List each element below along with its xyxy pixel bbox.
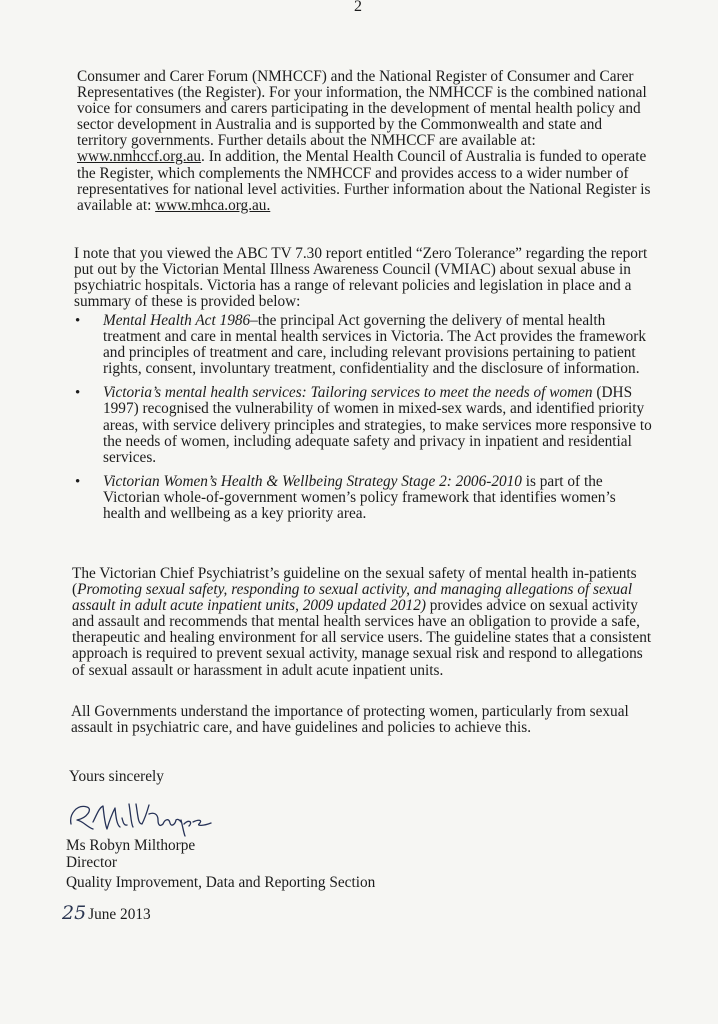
mhca-link[interactable]: www.mhca.org.au. xyxy=(155,196,271,214)
para3-text-a: The Victorian Chief Psychiatrist’s guideline on the sexual safety of mental health in-patients ( xyxy=(72,565,637,599)
page-number: 2 xyxy=(354,0,362,15)
bullet-text: –the principal Act governing the delivery of mental health treatment and care in mental health services in Victoria. The Act provides the framework and principles of treatment and care, including relevant provisions pertaining to patient rights, consent, involuntary treatment, confidentiality and the disclosure of information. xyxy=(103,312,647,378)
list-item xyxy=(73,313,653,377)
para1-text-a: Consumer and Carer Forum (NMHCCF) and the National Register of Consumer and Carer Representatives (the Register). For your information, the NMHCCF is the combined national voice for consumers and carers participating in the development of mental health policy and sector development in Australia and is supported by the Commonwealth and state and territory governments. Further details about the NMHCCF are available at: xyxy=(77,68,647,150)
signatory-title: Director xyxy=(66,854,117,871)
paragraph-abc-report: I note that you viewed the ABC TV 7.30 report entitled “Zero Tolerance” regarding the report put out by the Victorian Mental Illness Awareness Council (VMIAC) about sexual abuse in psychiatric hospitals. Victoria has a range of relevant policies and legislation in place and a summary of these is provided below: xyxy=(74,245,648,311)
date-day: 25 xyxy=(62,902,87,924)
signatory-section: Quality Improvement, Data and Reporting Section xyxy=(66,874,376,891)
paragraph-guideline xyxy=(72,566,657,679)
list-item xyxy=(73,385,653,465)
letter-date xyxy=(62,902,151,924)
bullet-text: (DHS 1997) recognised the vulnerability of women in mixed-sex wards, and identified priority areas, with service delivery principles and strategies, to make services more responsive to the needs of women, including adequate safety and privacy in inpatient and residential services. xyxy=(103,384,652,466)
guideline-title: Promoting sexual safety, responding to sexual activity, and managing allegations of sexual assault in adult acute inpatient units, 2009 updated 2012) xyxy=(72,581,633,615)
bullet-text: is part of the Victorian whole-of-government women’s policy framework that identifies women’s health and wellbeing as a key priority area. xyxy=(103,472,616,523)
list-item xyxy=(73,474,653,522)
para3-text-b: provides advice on sexual activity and assault and recommends that mental health services have an obligation to provide a safe, therapeutic and healing environment for all service users. The guideline states that a consistent approach is required to prevent sexual activity, manage sexual risk and respond to allegations of sexual assault or harassment in adult acute inpatient units. xyxy=(72,597,652,679)
paragraph-register-info xyxy=(77,69,652,214)
para1-text-b: . In addition, the Mental Health Council of Australia is funded to operate the Register, which complements the NMHCCF and provides access to a wider number of representatives for national level activities. Further information about the National Register is available at: xyxy=(77,148,651,214)
closing: Yours sincerely xyxy=(69,768,164,785)
bullet-title: Mental Health Act 1986 xyxy=(103,312,251,329)
policy-list xyxy=(73,313,653,530)
bullet-title: Victoria’s mental health services: Tailoring services to meet the needs of women xyxy=(103,384,593,402)
bullet-title: Victorian Women’s Health & Wellbeing Strategy Stage 2: 2006-2010 xyxy=(103,472,522,490)
signatory-name: Ms Robyn Milthorpe xyxy=(66,837,196,854)
date-month-year: June 2013 xyxy=(88,906,151,923)
signature-image xyxy=(63,798,223,838)
nmhccf-link[interactable]: www.nmhccf.org.au xyxy=(77,148,202,166)
paragraph-governments: All Governments understand the importance of protecting women, particularly from sexual assault in psychiatric care, and have guidelines and policies to achieve this. xyxy=(71,703,629,737)
